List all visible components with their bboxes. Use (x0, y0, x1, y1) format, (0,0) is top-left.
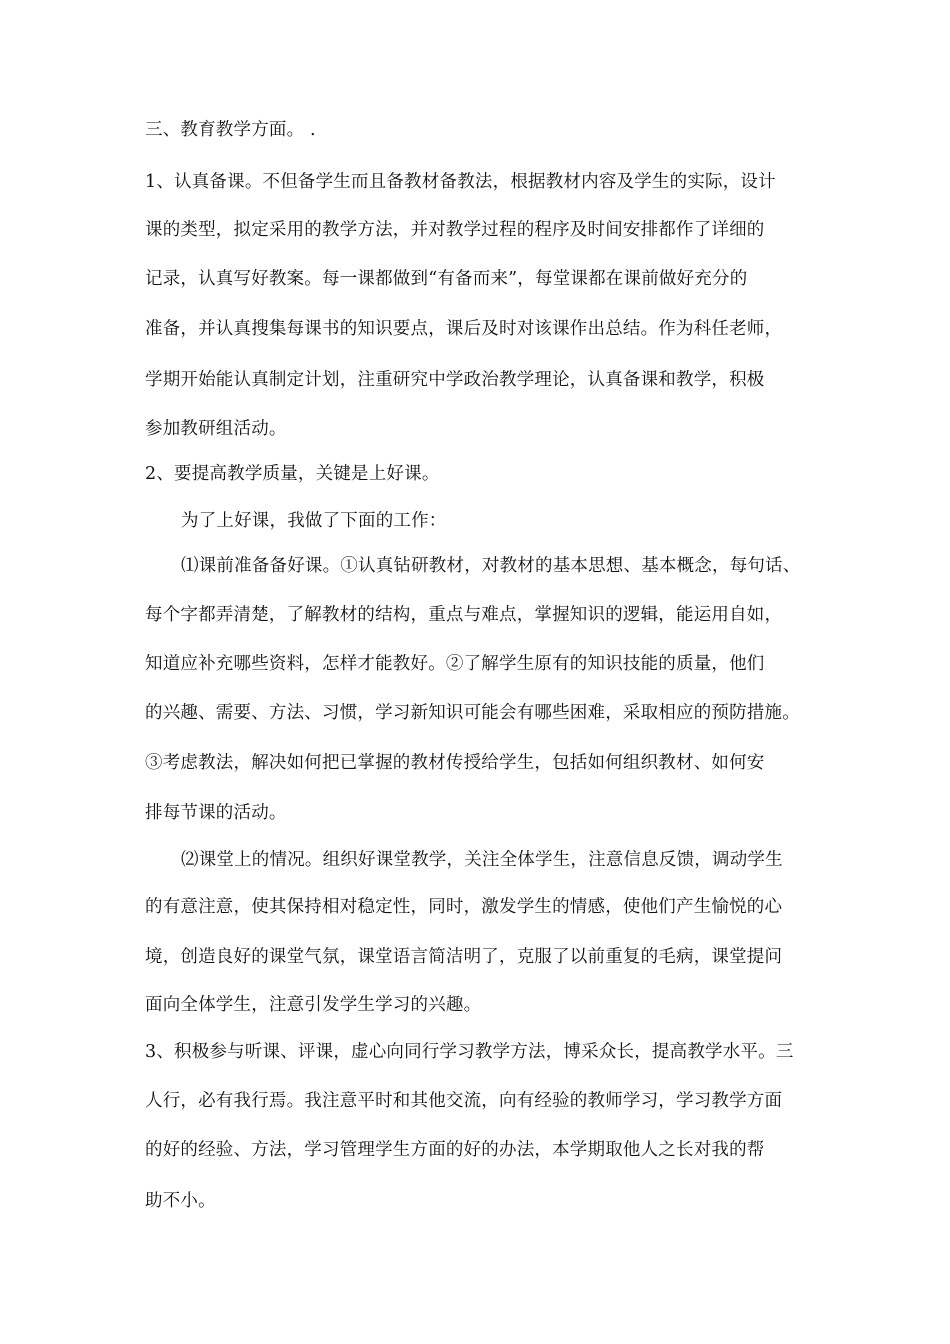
paragraph-line: 课的类型，拟定采用的教学方法，并对教学过程的程序及时间安排都作了详细的 (145, 220, 765, 240)
paragraph-line: ③考虑教法，解决如何把已掌握的教材传授给学生，包括如何组织教材、如何安 (145, 753, 765, 773)
paragraph-line: 助不小。 (145, 1191, 216, 1211)
section-heading: 三、教育教学方面。 . (145, 120, 316, 140)
paragraph-line: 的好的经验、方法，学习管理学生方面的好的办法，本学期取他人之长对我的帮 (145, 1140, 765, 1160)
paragraph-line: 1、认真备课。不但备学生而且备教材备教法，根据教材内容及学生的实际，设计 (145, 172, 776, 192)
paragraph-line: 参加教研组活动。 (145, 419, 287, 439)
paragraph-line: 的兴趣、需要、方法、习惯，学习新知识可能会有哪些困难，采取相应的预防措施。 (145, 703, 800, 723)
paragraph-line: 3、积极参与听课、评课，虚心向同行学习教学方法，博采众长，提高教学水平。三 (145, 1042, 794, 1062)
paragraph-line: 知道应补充哪些资料，怎样才能教好。②了解学生原有的知识技能的质量，他们 (145, 654, 765, 674)
paragraph-line: 2、要提高教学质量，关键是上好课。 (145, 464, 440, 484)
paragraph-line: 为了上好课，我做了下面的工作： (181, 511, 447, 531)
paragraph-line: ⑵课堂上的情况。组织好课堂教学，关注全体学生，注意信息反馈，调动学生 (181, 850, 783, 870)
paragraph-line: 准备，并认真搜集每课书的知识要点，课后及时对该课作出总结。作为科任老师， (145, 319, 783, 339)
paragraph-line: 的有意注意，使其保持相对稳定性，同时，激发学生的情感，使他们产生愉悦的心 (145, 897, 783, 917)
paragraph-line: 面向全体学生，注意引发学生学习的兴趣。 (145, 995, 482, 1015)
paragraph-line: 学期开始能认真制定计划，注重研究中学政治教学理论，认真备课和教学，积极 (145, 370, 765, 390)
paragraph-line: 人行，必有我行焉。我注意平时和其他交流，向有经验的教师学习，学习教学方面 (145, 1091, 783, 1111)
paragraph-line: 排每节课的活动。 (145, 803, 287, 823)
paragraph-line: 境，创造良好的课堂气氛，课堂语言简洁明了，克服了以前重复的毛病，课堂提问 (145, 947, 783, 967)
paragraph-line: ⑴课前准备备好课。①认真钻研教材，对教材的基本思想、基本概念，每句话、 (181, 556, 801, 576)
paragraph-line: 每个字都弄清楚，了解教材的结构，重点与难点，掌握知识的逻辑，能运用自如， (145, 605, 783, 625)
paragraph-line: 记录，认真写好教案。每一课都做到“有备而来”，每堂课都在课前做好充分的 (145, 269, 748, 289)
